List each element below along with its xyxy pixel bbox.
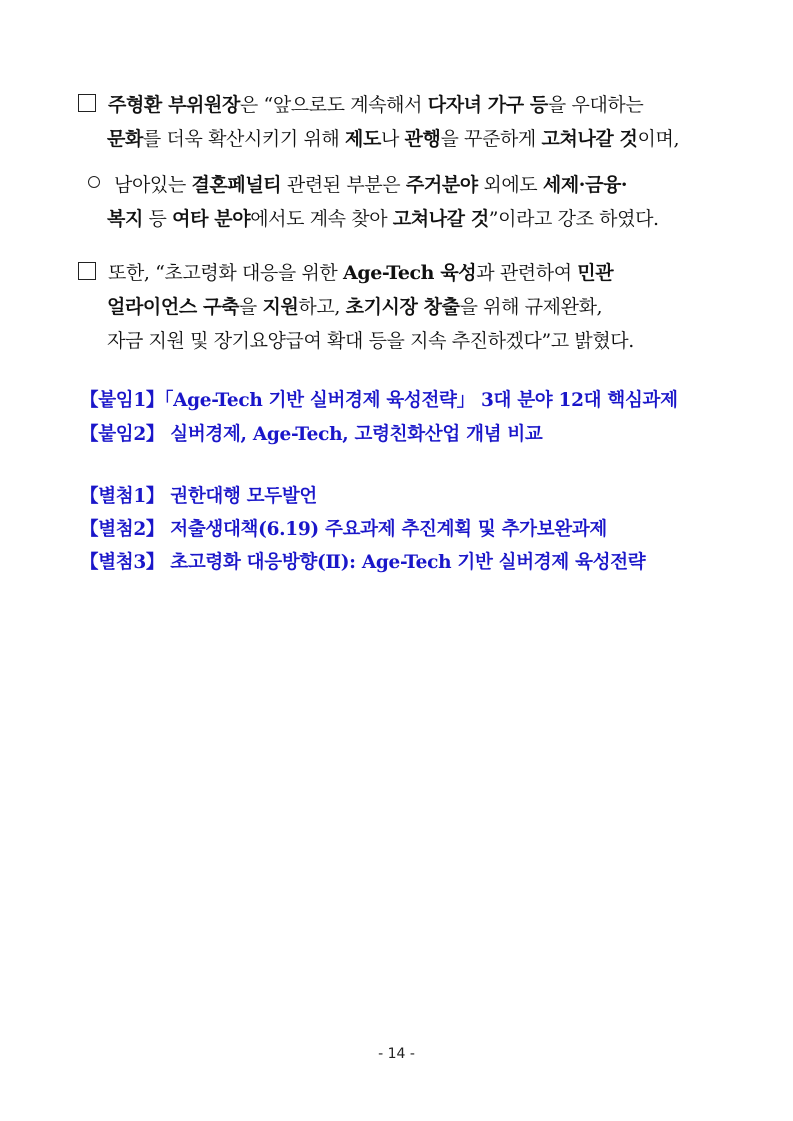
paragraph-1-line-2: 문화를 더욱 확산시키기 위해 제도나 관행을 꾸준하게 고쳐나갈 것이며, — [107, 128, 680, 150]
appendix-link-3[interactable]: 【별첨3】 초고령화 대응방향(Ⅱ): Age-Tech 기반 실버경제 육성전략 — [80, 552, 646, 573]
circle-bullet-icon — [88, 176, 100, 188]
attachment-link-2[interactable]: 【붙임2】 실버경제, Age-Tech, 고령친화산업 개념 비교 — [80, 424, 543, 445]
paragraph-3-line-2: 얼라이언스 구축을 지원하고, 초기시장 창출을 위해 규제완화, — [107, 296, 603, 318]
square-bullet-icon — [78, 262, 96, 280]
attachment-link-1[interactable]: 【붙임1】「Age-Tech 기반 실버경제 육성전략」 3대 분야 12대 핵심과제 — [80, 390, 678, 411]
paragraph-2-line-2: 복지 등 여타 분야에서도 계속 찾아 고쳐나갈 것”이라고 강조 하였다. — [107, 208, 659, 230]
paragraph-1-line-1: 주형환 부위원장은 “앞으로도 계속해서 다자녀 가구 등을 우대하는 — [78, 92, 643, 118]
paragraph-3-line-1: 또한, “초고령화 대응을 위한 Age-Tech 육성과 관련하여 민관 — [78, 260, 613, 286]
speaker-name: 주형환 부위원장 — [108, 94, 240, 116]
appendix-link-2[interactable]: 【별첨2】 저출생대책(6.19) 주요과제 추진계획 및 추가보완과제 — [80, 519, 608, 540]
square-bullet-icon — [78, 94, 96, 112]
paragraph-3-line-3: 자금 지원 및 장기요양급여 확대 등을 지속 추진하겠다”고 밝혔다. — [107, 330, 634, 352]
paragraph-2-line-1: 남아있는 결혼페널티 관련된 부분은 주거분야 외에도 세제·금융· — [88, 172, 627, 198]
page-number: - 14 - — [378, 1046, 415, 1062]
appendix-link-1[interactable]: 【별첨1】 권한대행 모두발언 — [80, 486, 317, 507]
